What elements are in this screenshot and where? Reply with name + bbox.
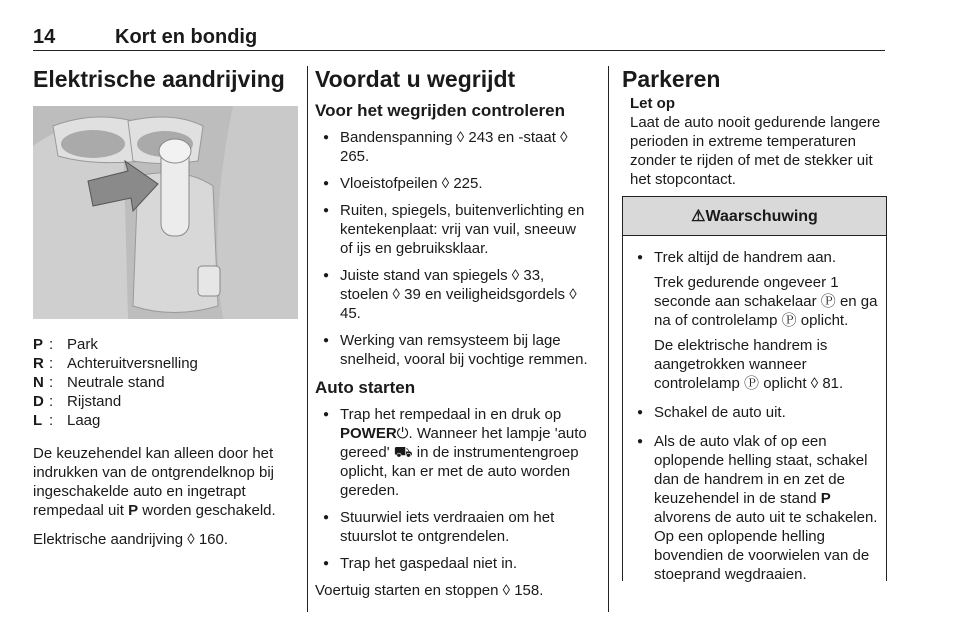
legend-text: Rijstand — [67, 393, 122, 410]
list-item — [315, 405, 590, 500]
page-title: Kort en bondig — [115, 26, 258, 48]
legend-separator: : — [49, 374, 54, 391]
legend-row — [33, 373, 298, 392]
column-electric-drive — [33, 56, 298, 549]
gear-p-label: P — [820, 490, 831, 507]
list-item: ● Bandenspanning ◊ 243 en -staat ◊ 265. — [315, 128, 590, 166]
warning-list — [629, 248, 880, 584]
paragraph-reference: Elektrische aandrijving ◊ 160. — [33, 531, 229, 548]
legend-key: D — [33, 393, 44, 410]
text-run: ⏻. Wanneer het lampje 'auto gereed' ⛟ in de instrumentengroep oplicht, kan er met de auto worden gereden. — [340, 425, 587, 499]
legend-text: Neutrale stand — [67, 374, 165, 391]
column-parking — [622, 56, 885, 189]
legend-separator: : — [49, 355, 54, 372]
legend-key: N — [33, 374, 44, 391]
section-heading-electric-drive: Elektrische aandrijving — [33, 66, 285, 92]
warning-box — [622, 196, 887, 581]
legend-separator: : — [49, 412, 54, 429]
list-item: ● Trap het gaspedaal niet in. — [315, 554, 590, 573]
page-header — [33, 26, 885, 51]
text-run: Als de auto vlak of op een oplopende helling staat, schakel dan de handrem in en zet de keuzehendel in de stand — [654, 433, 868, 507]
gear-legend — [33, 335, 298, 430]
legend-separator: : — [49, 336, 54, 353]
section-heading-parking: Parkeren — [622, 66, 721, 92]
list-item: ● Stuurwiel iets verdraaien om het stuurslot te ontgrendelen. — [315, 508, 590, 546]
paragraph-selector-lever — [33, 444, 298, 520]
list-item: ● Vloeistofpeilen ◊ 225. — [315, 174, 590, 193]
list-item: ● Werking van remsysteem bij lage snelheid, vooral bij vochtige remmen. — [315, 331, 590, 369]
legend-row — [33, 411, 298, 430]
text-run: alvorens de auto uit te schakelen. Op een oplopende helling bovendien de voorwielen van de stoeprand wegdraaien. — [654, 509, 878, 583]
text-run: De keuzehendel kan alleen door het indrukken van de ontgrendelknop bij ingeschakelde auto en ingetrapt rempedaal uit — [33, 445, 275, 519]
paragraph-reference: Voertuig starten en stoppen ◊ 158. — [315, 582, 544, 599]
gear-selector-image — [33, 106, 298, 319]
checklist — [315, 128, 590, 369]
column-divider-1 — [307, 66, 308, 612]
legend-key: P — [33, 336, 44, 353]
gear-p-label: P — [128, 502, 139, 519]
gear-selector-illustration — [33, 106, 298, 319]
subheading-checks: Voor het wegrijden controleren — [315, 101, 565, 120]
legend-text: Laag — [67, 412, 101, 429]
warning-subparagraph: De elektrische handrem is aangetrokken wanneer controlelamp Ⓟ oplicht ◊ 81. — [654, 337, 844, 392]
subheading-starting: Auto starten — [315, 378, 416, 397]
list-item — [629, 432, 880, 584]
text-run: worden geschakeld. — [138, 502, 276, 519]
legend-text: Achteruitversnelling — [67, 355, 198, 372]
note-title: Let op — [630, 95, 675, 112]
list-item — [629, 248, 880, 393]
list-item: ● Ruiten, spiegels, buitenverlichting en kentekenplaat: vrij van vuil, sneeuw of ijs en gebruiksklaar. — [315, 201, 590, 258]
column-divider-2 — [608, 66, 609, 612]
legend-key: L — [33, 412, 43, 429]
section-heading-before-driving: Voordat u wegrijdt — [315, 66, 516, 92]
warning-header — [623, 196, 886, 236]
legend-row — [33, 335, 298, 354]
list-item: ● Juiste stand van spiegels ◊ 33, stoelen ◊ 39 en veiligheidsgordels ◊ 45. — [315, 266, 590, 323]
text-run: Trap het rempedaal in en druk op — [340, 406, 562, 423]
start-steps — [315, 405, 590, 573]
warning-title: ⚠Waarschuwing — [691, 208, 818, 225]
warning-subparagraph: Trek gedurende ongeveer 1 seconde aan schakelaar Ⓟ en ga na of controlelamp Ⓟ oplicht. — [654, 274, 878, 329]
text-run: Trek altijd de handrem aan. — [654, 249, 837, 266]
warning-body — [623, 236, 886, 584]
legend-row — [33, 354, 298, 373]
legend-text: Park — [67, 336, 98, 353]
column-before-driving — [315, 56, 590, 600]
legend-key: R — [33, 355, 44, 372]
note-body: Laat de auto nooit gedurende langere perioden in extreme temperaturen zonder te rijden of met de stekker uit het stopcontact. — [630, 114, 881, 188]
list-item: ● Schakel de auto uit. — [629, 403, 880, 422]
legend-row — [33, 392, 298, 411]
legend-separator: : — [49, 393, 54, 410]
power-label: POWER — [340, 425, 397, 442]
page-number: 14 — [33, 26, 56, 48]
